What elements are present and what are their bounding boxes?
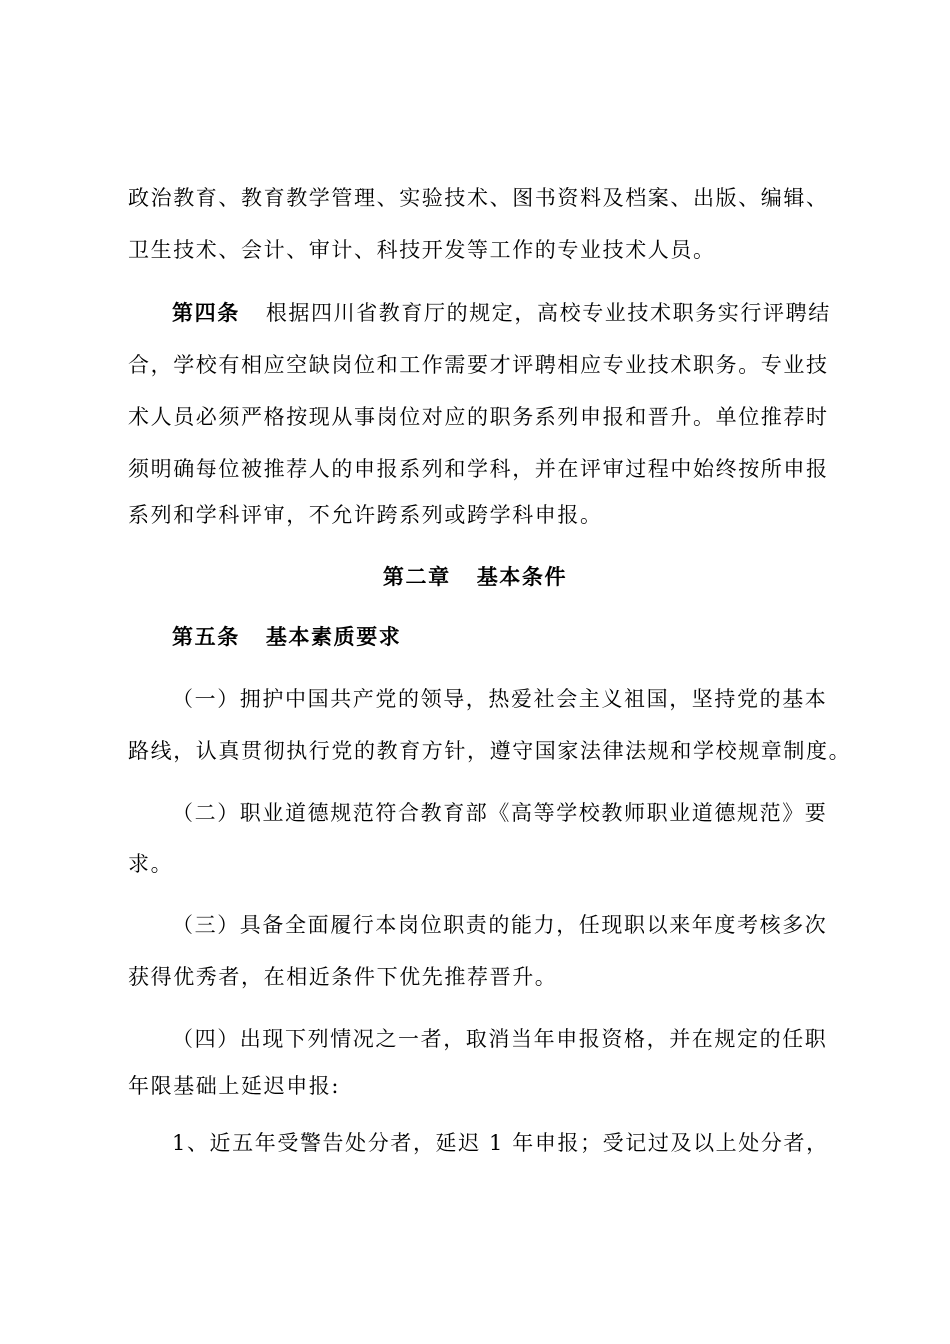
text-line: （三）具备全面履行本岗位职责的能力，任现职以来年度考核多次 [172,913,828,937]
article-title: 基本素质要求 [265,624,402,649]
chapter-heading [0,562,950,592]
article-4-first-line [172,298,831,328]
text-line: （四）出现下列情况之一者，取消当年申报资格，并在规定的任职 [172,1027,828,1051]
text-line: 年限基础上延迟申报: [128,1074,341,1098]
chapter-number: 第二章 [382,564,451,589]
text-line: 路线，认真贯彻执行党的教育方针，遵守国家法律法规和学校规章制度。 [128,739,852,763]
text-line: 1、近五年受警告处分者，延迟 1 年申报；受记过及以上处分者， [172,1131,829,1155]
text-line: 卫生技术、会计、审计、科技开发等工作的专业技术人员。 [128,238,716,262]
text-line: 获得优秀者，在相近条件下优先推荐晋升。 [128,965,558,989]
text-line: （一）拥护中国共产党的领导，热爱社会主义祖国，坚持党的基本 [172,687,828,711]
text-line: 合，学校有相应空缺岗位和工作需要才评聘相应专业技术职务。专业技 [128,353,829,377]
text-line: 须明确每位被推荐人的申报系列和学科，并在评审过程中始终按所申报 [128,457,829,481]
text-line: （二）职业道德规范符合教育部《高等学校教师职业道德规范》要 [172,801,828,825]
article-5-heading [172,622,828,652]
text-line: 系列和学科评审，不允许跨系列或跨学科申报。 [128,503,603,527]
text-line: 术人员必须严格按现从事岗位对应的职务系列申报和晋升。单位推荐时 [128,405,829,429]
chapter-title: 基本条件 [476,564,568,589]
article-heading: 第四条 [172,300,240,325]
text-line: 政治教育、教育教学管理、实验技术、图书资料及档案、出版、编辑、 [128,186,829,210]
text-line: 求。 [128,852,174,876]
text-line: 根据四川省教育厅的规定，高校专业技术职务实行评聘结 [265,301,831,325]
article-heading: 第五条 [172,624,240,649]
